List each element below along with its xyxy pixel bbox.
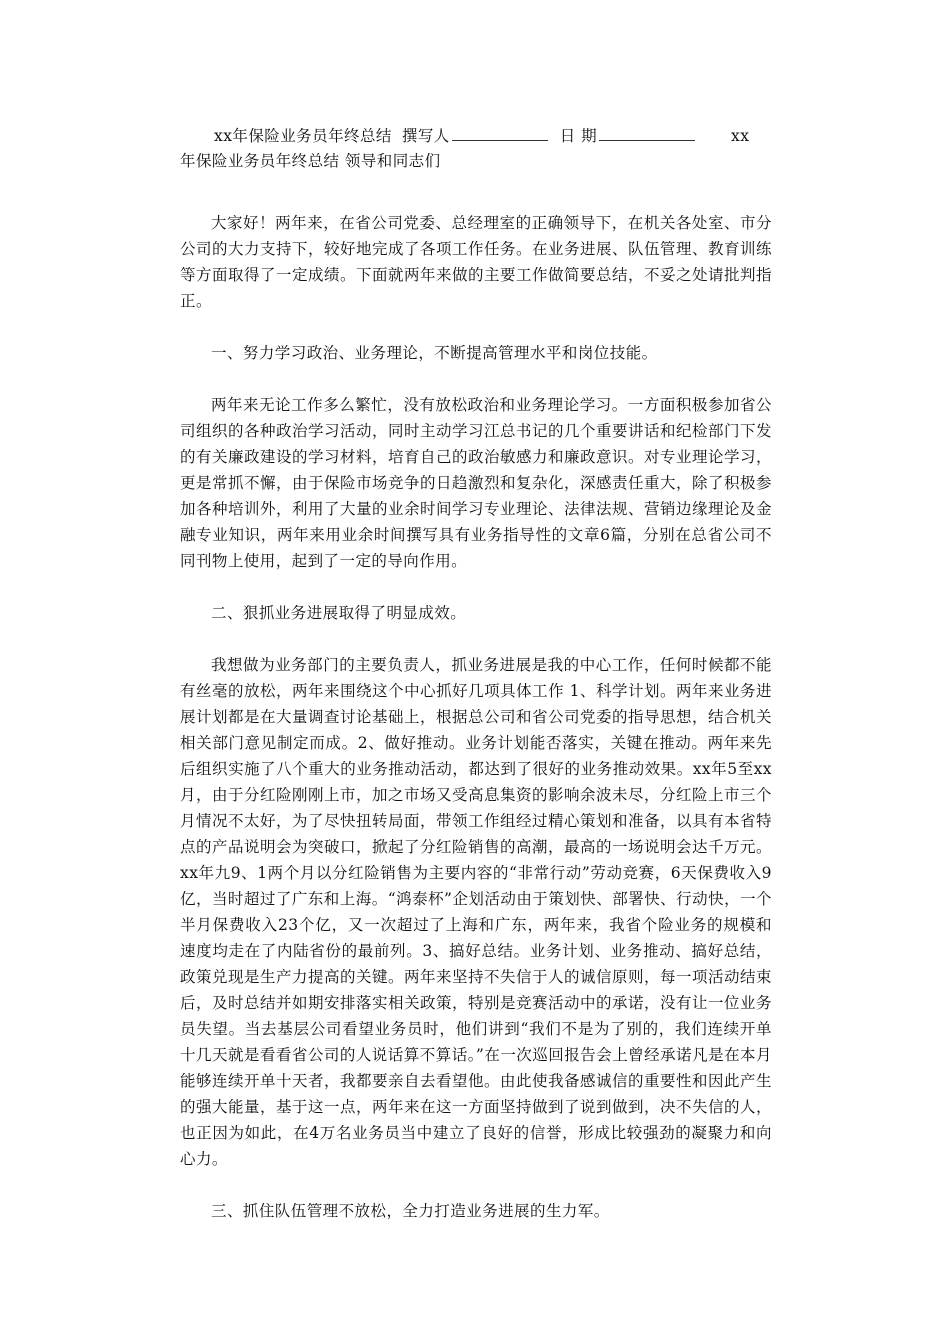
header-line-2: 年保险业务员年终总结 领导和同志们 xyxy=(180,152,441,170)
author-blank-line xyxy=(452,126,548,141)
intro-paragraph: 大家好！两年来，在省公司党委、总经理室的正确领导下，在机关各处室、市分公司的大力支持下，较好地完成了各项工作任务。在业务进展、队伍管理、教育训练等方面取得了一定成绩。下面就两年来做的主要工作做简要总结，不妥之处请批判指正。 xyxy=(180,214,772,310)
section-2-heading: 二、狠抓业务进展取得了明显成效。 xyxy=(211,604,467,622)
section-3-heading: 三、抓住队伍管理不放松，全力打造业务进展的生力军。 xyxy=(211,1202,610,1220)
section-2-paragraph: 我想做为业务部门的主要负责人，抓业务进展是我的中心工作，任何时候都不能有丝毫的放松，两年来围绕这个中心抓好几项具体工作 1、科学计划。两年来业务进展计划都是在大量调查讨论基础上，根据总公司和省公司党委的指导思想，结合机关相关部门意见制定而成。2、做好推动。业务计划能否落实，关键在推动。两年来先后组织实施了八个重大的业务推动活动，都达到了很好的业务推动效果。xx年5至xx月，由于分红险刚刚上市，加之市场又受高息集资的影响余波未尽，分红险上市三个月情况不太好，为了尽快扭转局面，带领工作组经过精心策划和准备，以具有本省特点的产品说明会为突破口，掀起了分红险销售的高潮，最高的一场说明会达千万元。xx年九9、1两个月以分红险销售为主要内容的“非常行动”劳动竞赛，6天保费收入9亿，当时超过了广东和上海。“鸿泰杯”企划活动由于策划快、部署快、行动快，一个半月保费收入23个亿，又一次超过了上海和广东，两年来，我省个险业务的规模和速度均走在了内陆省份的最前列。3、搞好总结。业务计划、业务推动、搞好总结，政策兑现是生产力提高的关键。两年来坚持不失信于人的诚信原则，每一项活动结束后，及时总结并如期安排落实相关政策，特别是竞赛活动中的承诺，没有让一位业务员失望。当去基层公司看望业务员时，他们讲到“我们不是为了别的，我们连续开单十几天就是看看省公司的人说话算不算话。”在一次巡回报告会上曾经承诺凡是在本月能够连续开单十天者，我都要亲自去看望他。由此使我备感诚信的重要性和因此产生的强大能量，基于这一点，两年来在这一方面坚持做到了说到做到，决不失信的人，也正因为如此，在4万名业务员当中建立了良好的信誉，形成比较强劲的凝聚力和向心力。 xyxy=(180,656,772,1168)
date-label: 日 期 xyxy=(559,127,598,145)
date-blank-line xyxy=(599,126,695,141)
header-title-tail: xx xyxy=(731,127,750,145)
document-header xyxy=(180,124,772,174)
header-title: xx年保险业务员年终总结 xyxy=(214,127,392,145)
section-1-paragraph: 两年来无论工作多么繁忙，没有放松政治和业务理论学习。一方面积极参加省公司组织的各种政治学习活动，同时主动学习江总书记的几个重要讲话和纪检部门下发的有关廉政建设的学习材料，培育自己的政治敏感力和廉政意识。对专业理论学习，更是常抓不懈，由于保险市场竞争的日趋激烈和复杂化，深感责任重大，除了积极参加各种培训外，利用了大量的业余时间学习专业理论、法律法规、营销边缘理论及金融专业知识，两年来用业余时间撰写具有业务指导性的文章6篇，分别在总省公司不同刊物上使用，起到了一定的导向作用。 xyxy=(180,396,772,570)
section-1-heading: 一、努力学习政治、业务理论，不断提高管理水平和岗位技能。 xyxy=(211,344,658,362)
document-page xyxy=(180,124,772,1250)
author-label: 撰写人 xyxy=(401,127,450,145)
